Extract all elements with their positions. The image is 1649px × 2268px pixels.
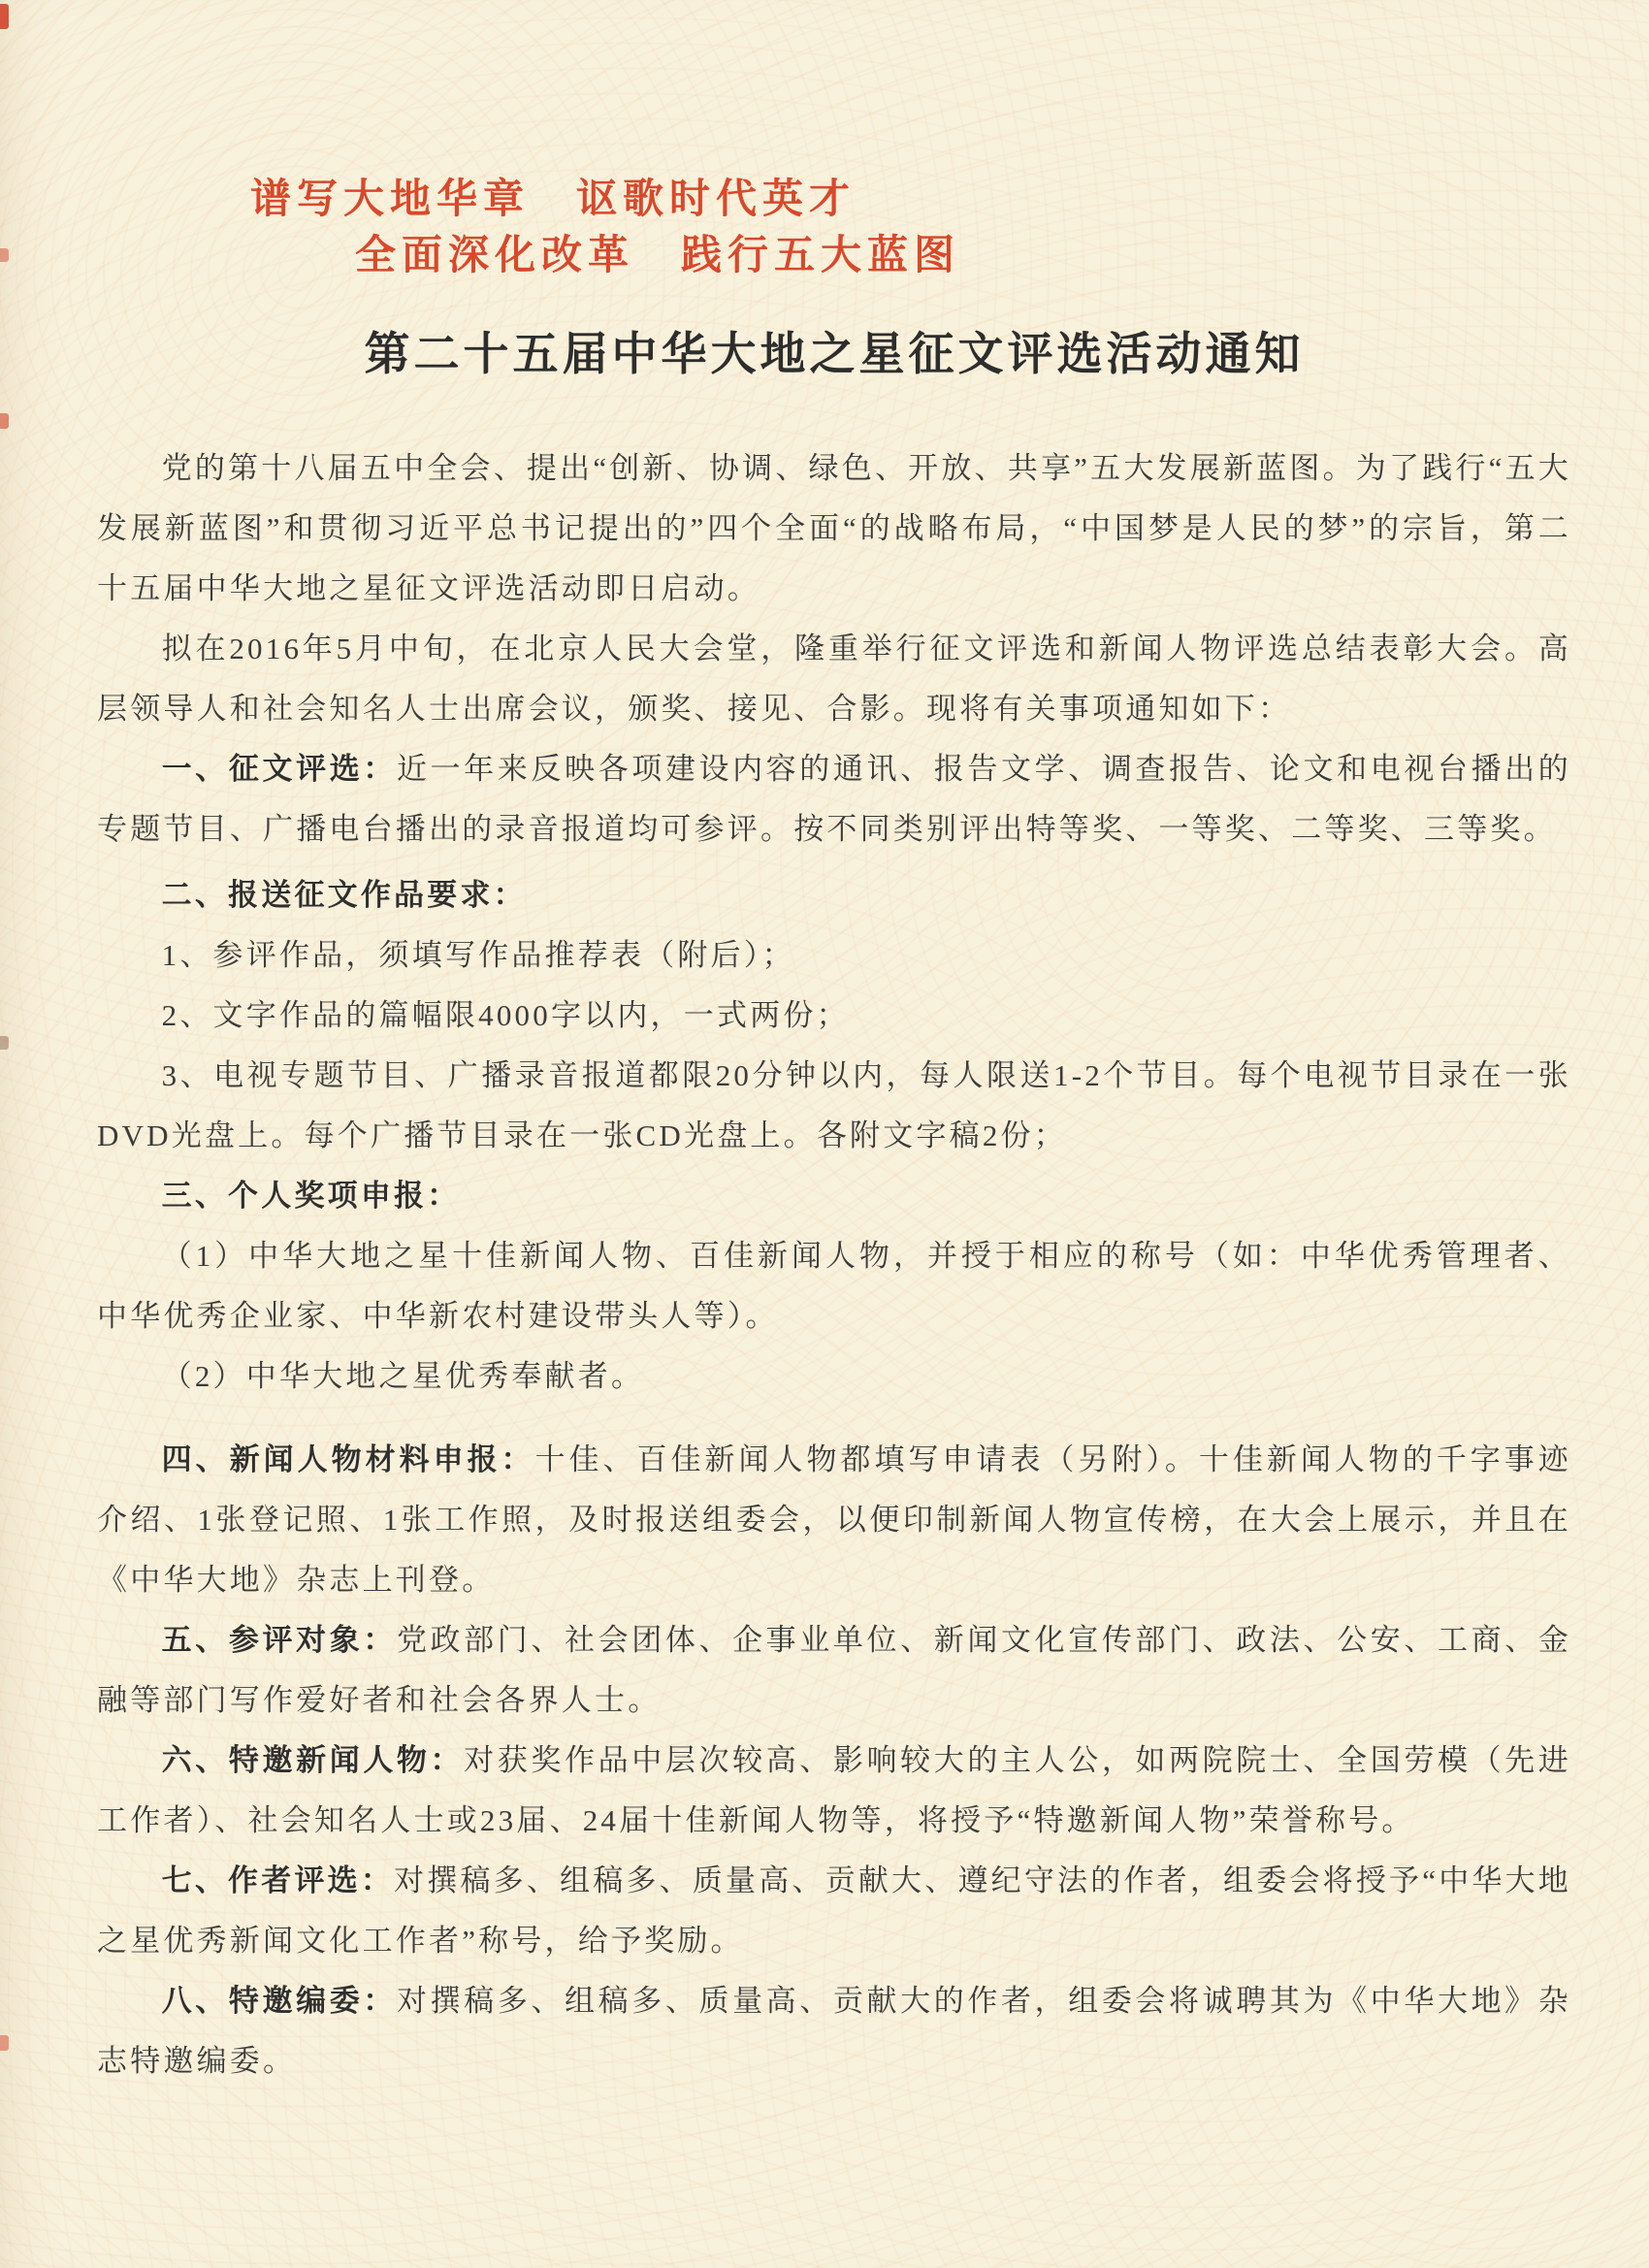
paragraph bbox=[97, 438, 1571, 619]
section-label: 六、特邀新闻人物： bbox=[161, 1743, 465, 1778]
section-label: 四、新闻人物材料申报： bbox=[161, 1442, 535, 1477]
paragraph bbox=[97, 1226, 1571, 1346]
paragraph-text: 1、参评作品，须填写作品推荐表（附后）； bbox=[161, 938, 795, 972]
paragraph bbox=[97, 1046, 1571, 1166]
paragraph-text: 2、文字作品的篇幅限4000字以内，一式两份； bbox=[161, 998, 850, 1032]
paragraph bbox=[97, 1610, 1571, 1731]
scan-edge-mark bbox=[0, 248, 9, 262]
paragraph bbox=[97, 1166, 1571, 1226]
paragraph bbox=[97, 986, 1571, 1046]
paragraph bbox=[97, 925, 1571, 986]
paragraph bbox=[97, 865, 1571, 925]
scan-edge-mark bbox=[0, 2035, 9, 2051]
paragraph-text: 对撰稿多、组稿多、质量高、贡献大的作者，组委会将诚聘其为《中华大地》杂志特邀编委。 bbox=[97, 1984, 1571, 2078]
paragraph bbox=[97, 1731, 1571, 1851]
paragraph bbox=[97, 1346, 1571, 1407]
paragraph-text: 党政部门、社会团体、企事业单位、新闻文化宣传部门、政法、公安、工商、金融等部门写作爱好者和社会各界人士。 bbox=[97, 1623, 1571, 1717]
paragraph bbox=[97, 1851, 1571, 1971]
paragraph-text: 3、电视专题节目、广播录音报道都限20分钟以内，每人限送1-2个节目。每个电视节目录在一张DVD光盘上。每个广播节目录在一张CD光盘上。各附文字稿2份； bbox=[97, 1058, 1571, 1152]
section-label: 八、特邀编委： bbox=[161, 1984, 397, 2019]
section-label: 五、参评对象： bbox=[161, 1623, 397, 1658]
section-label: 七、作者评选： bbox=[161, 1863, 395, 1898]
paragraph-text: 近一年来反映各项建设内容的通讯、报告文学、调查报告、论文和电视台播出的专题节目、广播电台播出的录音报道均可参评。按不同类别评出特等奖、一等奖、二等奖、三等奖。 bbox=[97, 752, 1571, 846]
red-slogan-line-1: 谱写大地华章 讴歌时代英才 bbox=[250, 175, 857, 222]
red-slogan-line-2: 全面深化改革 践行五大蓝图 bbox=[355, 231, 961, 278]
scan-edge-mark bbox=[0, 413, 9, 429]
scan-edge-mark bbox=[0, 4, 9, 29]
section-label: 一、征文评选： bbox=[161, 752, 397, 787]
section-label: 三、个人奖项申报： bbox=[161, 1179, 461, 1214]
section-label: 二、报送征文作品要求： bbox=[161, 878, 527, 913]
paragraph bbox=[97, 1430, 1571, 1610]
paragraph-text: （1）中华大地之星十佳新闻人物、百佳新闻人物，并授于相应的称号（如：中华优秀管理者、中华优秀企业家、中华新农村建设带头人等）。 bbox=[97, 1239, 1571, 1333]
paragraph-text: 十佳、百佳新闻人物都填写申请表（另附）。十佳新闻人物的千字事迹介绍、1张登记照、1张工作照，及时报送组委会，以便印制新闻人物宣传榜，在大会上展示，并且在《中华大地》杂志上刊登。 bbox=[97, 1442, 1571, 1597]
paragraph-text: 党的第十八届五中全会、提出“创新、协调、绿色、开放、共享”五大发展新蓝图。为了践行“五大发展新蓝图”和贯彻习近平总书记提出的”四个全面“的战略布局，“中国梦是人民的梦”的宗旨，第二十五届中华大地之星征文评选活动即日启动。 bbox=[97, 451, 1571, 605]
paragraph bbox=[97, 619, 1571, 739]
paragraph-text: （2）中华大地之星优秀奉献者。 bbox=[161, 1359, 645, 1393]
paragraph-text: 拟在2016年5月中旬，在北京人民大会堂，隆重举行征文评选和新闻人物评选总结表彰大会。高层领导人和社会知名人士出席会议，颁奖、接见、合影。现将有关事项通知如下： bbox=[97, 632, 1571, 726]
paragraph-text: 对获奖作品中层次较高、影响较大的主人公，如两院院士、全国劳模（先进工作者）、社会知名人士或23届、24届十佳新闻人物等，将授予“特邀新闻人物”荣誉称号。 bbox=[97, 1743, 1571, 1837]
document-body bbox=[97, 438, 1571, 2091]
scan-edge-mark bbox=[0, 1036, 9, 1050]
paragraph bbox=[97, 1971, 1571, 2091]
paragraph-text: 对撰稿多、组稿多、质量高、贡献大、遵纪守法的作者，组委会将授予“中华大地之星优秀新闻文化工作者”称号，给予奖励。 bbox=[97, 1863, 1572, 1958]
paragraph bbox=[97, 739, 1571, 859]
notice-title: 第二十五届中华大地之星征文评选活动通知 bbox=[364, 328, 1305, 381]
